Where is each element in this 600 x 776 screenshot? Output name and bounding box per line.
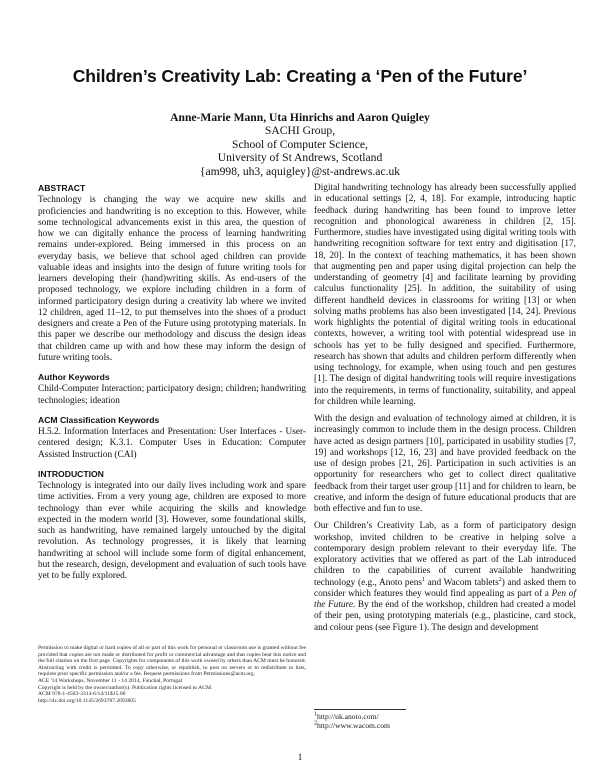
left-column: [38, 183, 306, 582]
conference-line: ACE '14 Workshops, November 11 - 14 2014, Funchal, Portugal: [38, 677, 183, 684]
author-keywords-heading: Author Keywords: [38, 372, 110, 382]
permission-notice: Permission to make digital or hard copies of all or part of this work for personal or classroom use is granted without fee provided that copies are not made or distributed for profit or commercial advantage and that copies bear this notice and the full citation on the first page. Copyrights for components of this work owned by others than ACM must be honored. Abstracting with credit is permitted. To copy otherwise, or republish, to post on servers or to redistribute to lists, requires prior specific permission and/or a fee. Request permissions from Permissions@acm.org.: [38, 645, 306, 678]
footnotes: [314, 709, 576, 731]
page-number: 1: [297, 753, 303, 763]
introduction-text: Technology is integrated into our daily lives including work and spare time activities. From a very young age, children are exposed to more technology than ever while acquiring the skills and knowledge expected in the modern world [3]. However, some foundational skills, such as handwriting, have remained largely untouched by the digital revolution. As technology progresses, it is likely that learning handwriting at school will include some form of digital enhancement, but the research, design, development and evaluation of such tools have yet to be fully explored.: [38, 481, 306, 581]
body-paragraph-3-part-a: Our Children’s Creativity Lab, as a form of participatory design workshop, invited children to be creative in helping solve a contemporary design problem relevant to their everyday life. The exploratory activities that we offered as part of the Lab introduced children to the capabilities of current available handwriting technology (e.g., Anoto pens: [314, 521, 576, 588]
affiliation-university: University of St Andrews, Scotland: [217, 151, 383, 165]
abstract-text: Technology is changing the way we acquire new skills and proficiencies and handwriting is no exception to this. However, while some technological advancements exist in this area, the question of how we can digitally enhance the process of learning handwriting remains under-explored. Being immersed in this process on an everyday basis, we believe that school aged children can provide valuable ideas and insights into the design of future writing tools for learners developing their (hand)writing skills. As end-users of the proposed technology, we explore including children in a form of informed participatory design during a creativity lab where we invited 12 children, aged 11–12, to put themselves into the shoes of a product designers and create a Pen of the Future using prototyping materials. In this paper we describe our methodology and discuss the design ideas that children came up with and how these may inform the design of future writing tools.: [38, 195, 306, 363]
body-paragraph-3-part-d: . By the end of the workshop, children had created a model of their pen, using prototyping materials (e.g., plasticine, card stock, and colour pens (see Figure 1). The design and development: [314, 600, 577, 633]
body-paragraph-3-part-c: ) and asked them to consider which features they would find appealing as part of a: [314, 577, 576, 599]
right-column: [314, 183, 576, 634]
body-paragraph-3-part-b: and Wacom tablets: [424, 577, 499, 588]
author-emails: {am998, uh3, aquigley}@st-andrews.ac.uk: [199, 164, 401, 178]
affiliation-group: SACHI Group,: [264, 124, 336, 138]
footnote-marker-2: 2: [498, 576, 502, 583]
abstract-heading: ABSTRACT: [38, 183, 86, 193]
body-paragraph-2: With the design and evaluation of technology aimed at children, it is increasingly common to include them in the design process. Children have acted as design partners [10], participated in usability studies [7, 19] and workshops [12, 16, 23] and have provided feedback on the use of design probes [21, 26]. Participation in such activities is an opportunity for researchers who get to collect direct qualitative feedback from their target user group [11] and for children to learn, be creative, and inform the design of future educational products that are both effective and fun to use.: [314, 414, 576, 514]
author-keywords-text: Child-Computer Interaction; participatory design; children; handwriting technologies; ideation: [38, 384, 306, 406]
author-names: Anne-Marie Mann, Uta Hinrichs and Aaron Quigley: [170, 111, 430, 124]
footnote-1: [314, 712, 576, 721]
copyright-line: Copyright is held by the owner/author(s). Publication rights licensed to ACM.: [38, 684, 213, 691]
permission-block: [38, 645, 306, 704]
isbn-line: ACM 978-1-4503-3314-6/14/11$15.00: [38, 691, 126, 698]
pen-of-the-future-emphasis: Pen of the Future: [314, 588, 576, 610]
footnote-2: [314, 721, 576, 730]
footnote-marker-1: 1: [421, 576, 425, 583]
acm-classification-text: H.5.2. Information Interfaces and Presentation: User Interfaces - User-centered design; K.3.1. Computer Uses in Education: Computer Assisted Instruction (CAI): [38, 427, 306, 460]
affiliation-school: School of Computer Science,: [232, 137, 368, 151]
author-block: [100, 111, 500, 178]
introduction-heading: INTRODUCTION: [38, 468, 104, 479]
doi-line: http://dx.doi.org/10.1145/2693787.2693805: [38, 697, 136, 704]
body-paragraph-3: [314, 521, 576, 634]
paper-title: Children’s Creativity Lab: Creating a ‘Pen of the Future’: [72, 66, 528, 86]
acm-classification-heading: ACM Classification Keywords: [38, 414, 160, 425]
footnote-1-url[interactable]: http://uk.anoto.com/: [317, 712, 379, 721]
footnote-rule: [314, 709, 406, 710]
footnote-2-url[interactable]: http://www.wacom.com: [317, 721, 390, 731]
body-paragraph-1: Digital handwriting technology has already been successfully applied in educational settings [2, 4, 18]. For example, introducing haptic feedback during handwriting has been found to improve letter recognition and phonological awareness in children [2, 15]. Furthermore, studies have investigated using digital writing tools with handwriting recognition software for text entry and digitisation [17, 18, 20]. In the context of teaching mathematics, it has been shown that augmenting pen and paper using digital projection can help the understanding of geometry [4] and facilitate learning by providing calculus functionality [25]. In addition, the suitability of using different handheld devices in classrooms for writing [13] or when solving maths problems has also been investigated [14, 24]. Previous work highlights the potential of digital writing tools in educational contexts, however, a writing tool with potential widespread use in schools has yet to be fully designed and specified. Furthermore, research has shown that adults and children perform differently when using technology, for example, when using touch and pen gestures [1]. The design of digital handwriting tools will require investigations into the requirements, in terms of functionality, suitability, and appeal for children while learning.: [314, 183, 576, 407]
footnote-1-mark: 1: [314, 711, 317, 718]
footnote-2-mark: 2: [314, 720, 317, 727]
